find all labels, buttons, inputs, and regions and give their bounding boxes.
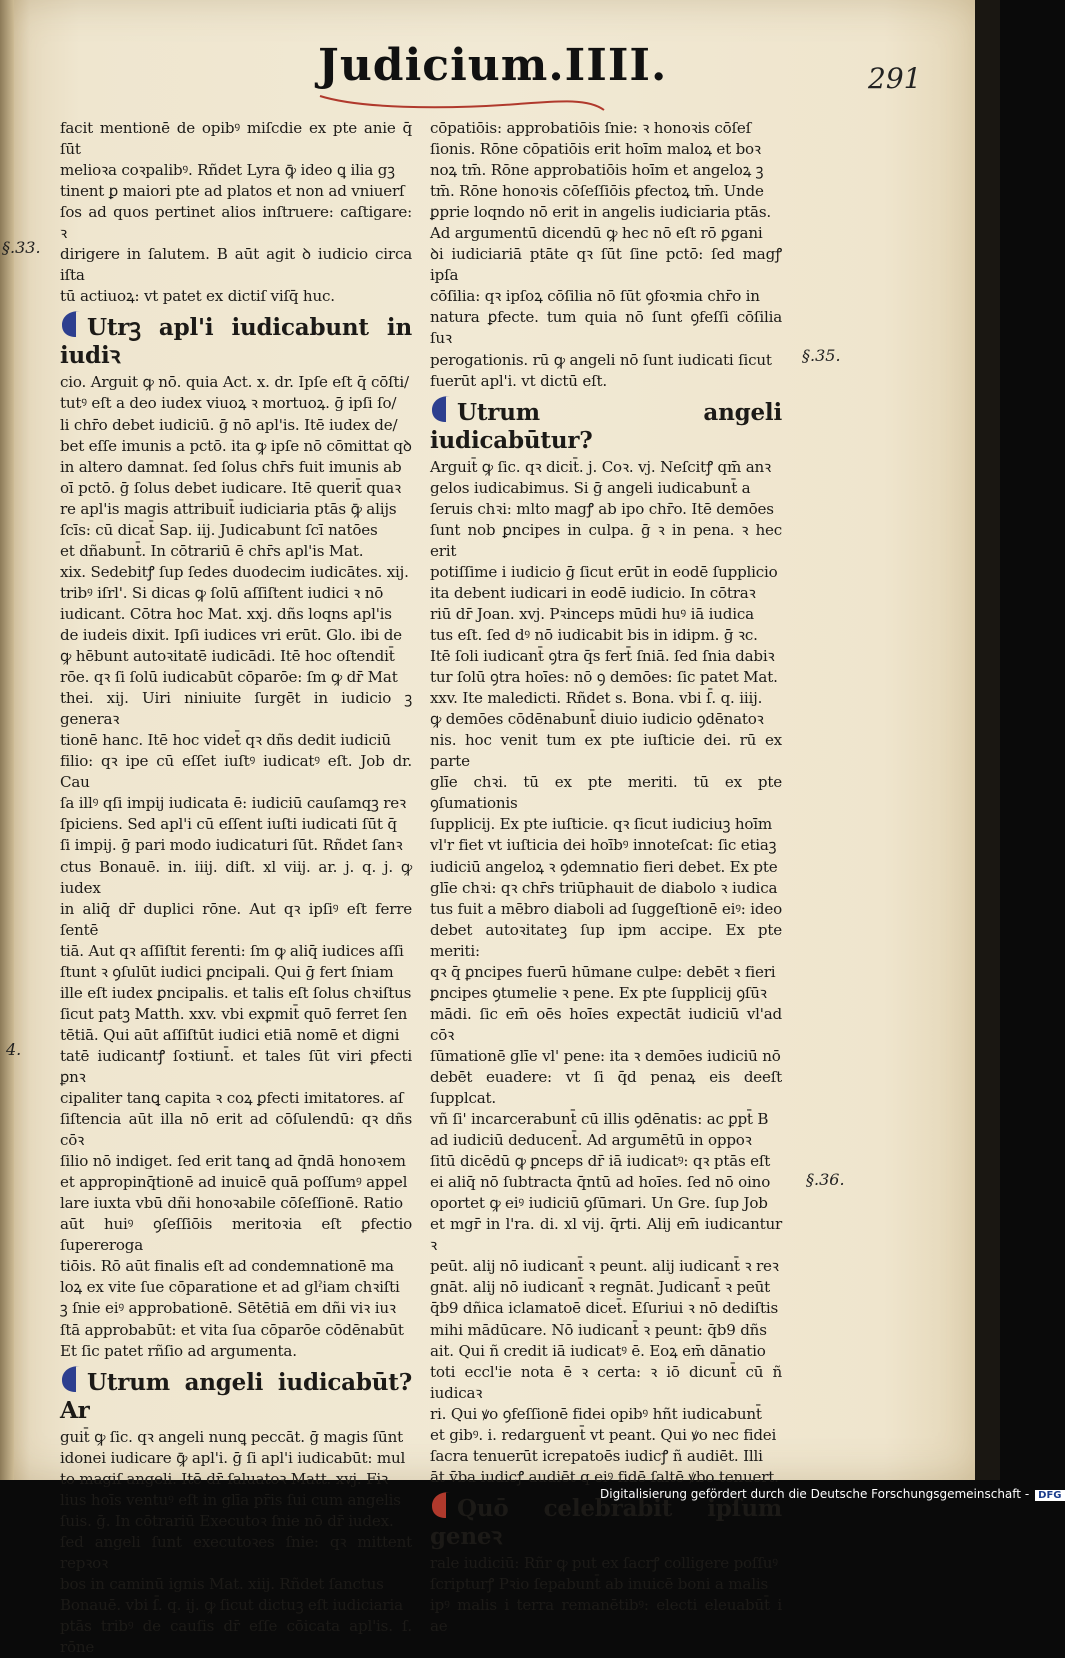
folio-number: 291 (868, 62, 922, 95)
paragraph: cōpatiōis: approbatiōis ſnie: ꝛ honoꝛis cōſeſ ſionis. Rōne cōpatiōis erit hoīm maloꝝ et boꝛ noꝝ tm̄. Rōne approbatiōis hoīm et angeloꝝ ꝫ tm̄. Rōne honoꝛis cōſeſſiōis ꝑfectoꝝ tm̄. Unde ꝑprie loqndo nō erit in angelis iudiciaria ptās. Ad argumentū dicendū ꝙ hec nō eſt rō ꝑgani ꝺi iudiciariā ptāte qꝛ ſūt ſine pctō: ſed magꝭ ipſa cōſilia: qꝛ ipſoꝝ cōſilia nō ſūt ꝯfoꝛmia chr̄o in natura ꝑfecte. tum quia nō ſunt ꝯfeſſi cōſilia ſuꝛ perogationis. rū ꝙ angeli nō ſunt iudicati ſicut fuerūt apl'i. vt dictū eſt. (430, 119, 782, 390)
margin-note: §.33. (2, 238, 41, 257)
left-column (60, 118, 412, 1658)
margin-note: §.36. (806, 1170, 845, 1189)
right-column (430, 118, 782, 1637)
pilcrow-initial-icon (60, 309, 84, 339)
heading-flourish (318, 90, 608, 116)
scan-background (975, 0, 1000, 1480)
paragraph: cio. Arguit ꝙ nō. quia Act. x. dr. Ipſe eſt q̄ cōſti/ tutꝰ eſt a deo iudex viuoꝝ ꝛ mortuoꝝ. ḡ ipſi ſo/ li chr̄o debet iudiciū. ḡ nō apl'is. Itē iudex de/ bet eſſe imunis a pctō. ita ꝙ ipſe nō cōmittat qꝺ in altero damnat. ſed ſolus chr̄s fuit imunis ab oī pctō. ḡ ſolus debet iudicare. Itē querit̄ quaꝛ re apl'is magis attribuit̄ iudiciaria ptās ꝙ̄ alijs ſcīs: cū dicat̄ Sap. iij. Judicabunt ſcī natōes et dñabunt̄. In cōtrariū ē chr̄s apl'is Mat. xix. Sedebitꝭ ſup ſedes duodecim iudicātes. xij. tribꝰ iſrl'. Si dicas ꝙ ſolū aſſiſtent iudici ꝛ nō iudicant. Cōtra hoc Mat. xxj. dñs loqns apl'is de iudeis dixit. Ipſi iudices vri erūt. Glo. ibi de ꝙ hēbunt autoꝛitatē iudicādi. Itē hoc oſtendit̄ rōe. qꝛ ſi ſolū iudicabūt cōparōe: ſm ꝙ dr̄ Mat thei. xij. Uiri niniuite ſurgēt in iudicio ꝫ generaꝛ tionē hanc. Itē hoc videt̄ qꝛ dñs dedit iudiciū filio: qꝛ ipe cū eſſet iuſtꝰ iudicatꝰ eſt. Job dr. Cau ſa illꝰ qſi impij iudicata ē: iudiciū cauſamqꝫ reꝛ ſpiciens. Sed apl'i cū eſſent iuſti iudicati ſūt q̄ ſi impij. ḡ pari modo iudicaturi ſūt. Rñdet ſanꝛ ctus Bonauē. in. iiij. diſt. xl viij. ar. j. q. j. ꝙ iudex in aliq̄ dr̄ duplici rōne. Aut qꝛ ipſiꝰ eſt ferre ſentē tiā. Aut qꝛ aſſiſtit ferenti: ſm ꝙ aliq̄ iudices aſſi ſtunt ꝛ ꝯſulūt iudici ꝑncipali. Qui ḡ fert ſniam ille eſt iudex ꝑncipalis. et talis eſt ſolus chꝛiſtus ſicut patꝫ Matth. xxv. vbi exꝑmit̄ quō ferret ſen tētiā. Qui aūt aſſiſtūt iudici etiā nomē et digni tatē iudicantꝭ ſoꝛtiunt̄. et tales ſūt viri ꝑfecti ꝑnꝛ cipaliter tanꝗ capita ꝛ coꝝ ꝑfecti imitatores. aſ ſiſtencia aūt illa nō erit ad cōſulendū: qꝛ dñs cōꝛ ſilio nō indiget. ſed erit tanꝗ ad q̄ndā honoꝛem et appropinq̄tionē ad inuicē quā poſſumꝰ appel lare iuxta vbū dñi honoꝛabile cōſeſſionē. Ratio aūt huiꝰ ꝯſeſſiōis meritoꝛia eſt ꝑfectio ſupereroga tiōis. Rō aūt finalis eſt ad condemnationē ma loꝝ ex vite ſue cōparatione et ad glˀiam chꝛiſti ꝫ ſnie eiꝰ approbationē. Sētētiā em dñi viꝛ iuꝛ ſtā approbabūt: et vita ſua cōparōe cōdēnabūt Et ſic patet rñſio ad argumenta. (60, 373, 412, 1360)
paragraph: guit̄ ꝙ ſic. qꝛ angeli nunꝗ peccāt. ḡ magis ſūnt idonei iudicare ꝙ̄ apl'i. ḡ ſi apl'i iudicabūt: mul to magiſ angeli. Itē dr̄ ſaluatoꝛ Matt. xvj. Fiꝛ lius hoīs ventuꝰ eſt in glīa pr̄is ſui cum angelis ſuis. ḡ. In cōtrariū Executoꝛ ſnie nō dr̄ iudex. ſed angeli ſunt executoꝛes ſnie: qꝛ mittent repꝛoꝛ bos in caminū ignis Mat. xiij. Rñdet ſanctus Bonauē. vbi ſ̄. q. ij. ꝙ ſicut dictuꝫ eſt iudiciaria ptās tribꝰ de cauſis dr̄ eſſe cōicata apl'is. ſ. rōne (60, 1427, 412, 1657)
paragraph: facit mentionē de opibꝰ miſcdie ex pte anie q̄ ſūt melioꝛa coꝛpalibꝰ. Rñdet Lyra ꝙ̄ ideo ꝗ ilia gꝫ tinent ꝑ maiori pte ad platos et non ad vniuerſ ſos ad quos pertinet alios inſtruere: caſtigare: ꝛ dirigere in ſalutem. B aūt agit ꝺ iudicio circa iſta tū actiuoꝝ: vt patet ex dictiſ viſq̄ huc. (60, 119, 412, 306)
paragraph: Arguit̄ ꝙ ſic. qꝛ dicit̄. j. Coꝛ. vj. Neſcitꝭ qm̄ anꝛ gelos iudicabimus. Si ḡ angeli iudicabunt̄ a ſeruis chꝛi: mlto magꝭ ab ipo chr̄o. Itē demōes ſunt nob ꝑncipes in culpa. ḡ ꝛ in pena. ꝛ hec erit potiſſime i iudicio ḡ ſicut erūt in eodē ſupplicio ita debent iudicari in eodē iudicio. In cōtraꝛ riū dr̄ Joan. xvj. Pꝛinceps mūdi huꝰ iā iudica tus eſt. ſed dꝰ nō iudicabit bis in idipm. ḡ ꝛc. Itē ſoli iudicant̄ ꝯtra q̄s fert̄ ſniā. ſed ſnia dabiꝛ tur ſolū ꝯtra hoīes: nō ꝯ demōes: ſic patet Mat. xxv. Ite maledicti. Rñdet s. Bona. vbi ſ̄. q. iiij. ꝙ demōes cōdēnabunt̄ diuio iudicio ꝯdēnatoꝛ nis. hoc venit tum ex pte iuſticie dei. rū ex parte glīe chꝛi. tū ex pte meriti. tū ex pte ꝯſumationis ſupplicij. Ex pte iuſticie. qꝛ ſicut iudiciuꝫ hoīm vl'r fiet vt iuſticia dei hoībꝰ innoteſcat: ſic etiaꝫ iudiciū angeloꝝ ꝛ ꝯdemnatio fieri debet. Ex pte glīe chꝛi: qꝛ chr̄s triūphauit de diabolo ꝛ iudica tus fuit a mēbro diaboli ad ſuggeſtionē eiꝰ: ideo debet autoꝛitateꝫ ſup ipm accipe. Ex pte meriti: qꝛ q̄ ꝑncipes fuerū hūmane culpe: debēt ꝛ fieri ꝑncipes ꝯtumelie ꝛ pene. Ex pte ſupplicij ꝯſūꝛ mādi. ſic em̄ oēs hoīes expectāt iudiciū vl'ad cōꝛ ſūmationē glīe vl' pene: ita ꝛ demōes iudiciū nō debēt euadere: vt ſi q̄d penaꝝ eis deeſt ſupplcat. vñ ſi' incarcerabunt̄ cū illis ꝯdēnatis: ac ꝑpt̄ B ad iudiciū deducent̄. Ad argumētū in oppoꝛ ſitū dicēdū ꝙ ꝑnceps dr̄ iā iudicatꝰ: qꝛ ptās eſt ei aliq̄ nō ſubtracta q̄ntū ad hoīes. ſed nō oino oportet ꝙ eiꝰ iudiciū ꝯſūmari. Un Gre. ſup Job et mgr̄ in l'ra. di. xl vij. q̄rti. Alij em̄ iudicantur ꝛ peūt. alij nō iudicant̄ ꝛ peunt. alij iudicant̄ ꝛ reꝛ gnāt. alij nō iudicant̄ ꝛ regnāt. Judicant̄ ꝛ peūt q̄b9 dñica iclamatoē dicet̄. Eſuriui ꝛ nō dediſtis mihi mādūcare. Nō iudicant̄ ꝛ peunt: q̄b9 dñs ait. Qui ñ credit iā iudicatꝰ ē. Eoꝝ em̄ dānatio toti eccl'ie nota ē ꝛ certa: ꝛ iō dicunt̄ cū ñ iudicaꝛ ri. Qui ꝟo ꝯfeſſionē fidei opibꝰ hñt iudicabunt̄ et gibꝰ. i. redarguent̄ vt peant. Qui ꝟo nec fidei ſacra tenuerūt icrepatoēs iudicꝭ ñ audiēt. Illi āt v̄ba iudicꝭ audiēt q eiꝰ fidē ſaltē ꝟbo tenuert. (430, 457, 782, 1486)
pilcrow-initial-icon (60, 1364, 84, 1394)
margin-note: 4. (6, 1040, 22, 1059)
footer-text: Digitalisierung gefördert durch die Deutsche Forschungsgemeinschaft - (600, 1487, 1030, 1501)
binding-shadow (0, 0, 14, 1480)
question-heading: Utrꝫ apl'i iudicabunt in iudiꝛ (60, 309, 412, 370)
running-head: Judicium.IIII. (318, 40, 668, 91)
question-heading: Quō celebrabit̄ ipſum geneꝛ (430, 1490, 782, 1551)
paragraph: rale iudiciū: Rñr ꝙ put ex ſacrꝭ colligere poſſuꝰ ſcripturꝭ Pꝛio ſepabunt̄ ab inuicē boni a malis ipꝰ malis i terra remanētibꝰ: electi eleuabūt̄ i ae (430, 1553, 782, 1636)
pilcrow-initial-icon (430, 394, 454, 424)
margin-note: §.35. (802, 346, 841, 365)
question-heading: Utrum angeli iudicabūt? Ar (60, 1364, 412, 1425)
question-heading: Utrum angeli iudicabūtur? (430, 394, 782, 455)
pilcrow-initial-icon (430, 1490, 454, 1520)
digitization-footer (600, 1487, 1065, 1501)
dfg-logo: DFG (1035, 1490, 1064, 1501)
